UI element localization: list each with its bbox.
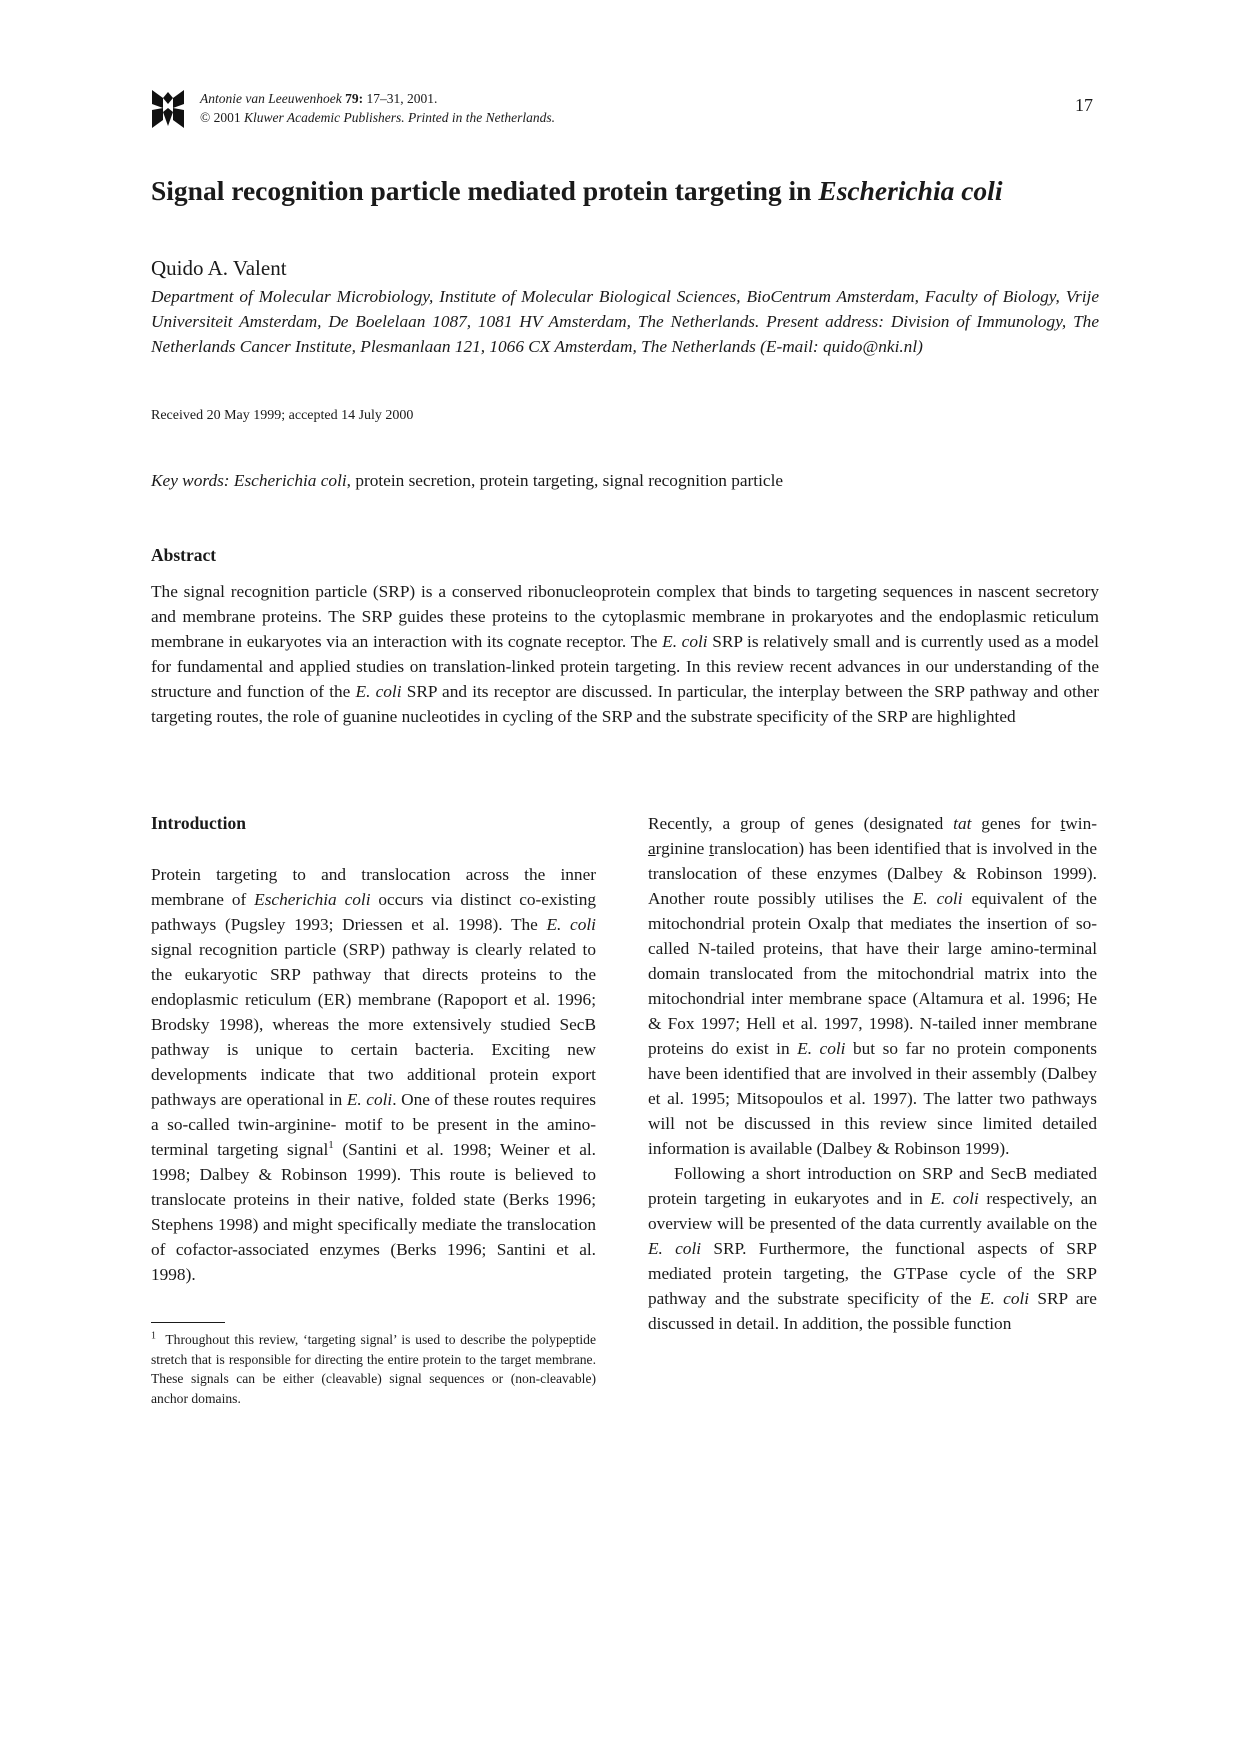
paper-title <box>151 173 1111 209</box>
publisher-logo-icon <box>150 88 186 130</box>
gene-name-italic: tat <box>953 814 972 833</box>
text-run: (Santini et al. 1998; Weiner et al. 1998; Dalbey & Robinson 1999). This route is believed to translocate proteins in their native, folded state (Berks 1996; Stephens 1998) and might specifically mediate the translocation of cofactor-associated enzymes (Berks 1996; Santini et al. 1998). <box>151 1140 596 1284</box>
intro-paragraph-3 <box>648 1161 1097 1336</box>
author-name: Quido A. Valent <box>151 256 287 280</box>
text-run: . One of these routes requires a so-called twin-arginine- motif to be present in the amino-terminal targeting signal <box>151 1090 596 1159</box>
organism-italic: E. coli <box>346 1090 393 1109</box>
organism-italic: E. coli <box>979 1289 1030 1308</box>
abstract-part-2: SRP is relatively small and is currently used as a model for fundamental and applied studies on translation-linked protein targeting. In this review recent advances in our understanding of the structure and function of the <box>151 632 1099 701</box>
introduction-heading: Introduction <box>151 813 246 833</box>
organism-italic: E. coli <box>930 1189 979 1208</box>
organism-italic: E. coli <box>797 1039 846 1058</box>
publisher-name: Kluwer Academic Publishers. <box>244 110 405 125</box>
author-affiliation: Department of Molecular Microbiology, Institute of Molecular Biological Sciences, BioCentrum Amsterdam, Faculty of Biology, Vrije Universiteit Amsterdam, De Boelelaan 1087, 1081 HV Amsterdam, The Netherlands. Present address: Division of Immunology, The Netherlands Cancer Institute, Plesmanlaan 121, 1066 CX Amsterdam, The Netherlands (E-mail: quido@nki.nl) <box>151 287 1099 356</box>
text-run: Recently, a group of genes (designated <box>648 814 944 833</box>
organism-italic: E. coli <box>912 889 963 908</box>
abstract-organism-2: E. coli <box>355 682 402 701</box>
title-main: Signal recognition particle mediated protein targeting in <box>151 175 812 206</box>
abstract-heading: Abstract <box>151 545 217 565</box>
abstract-part-1: The signal recognition particle (SRP) is a conserved ribonucleoprotein complex that binds to targeting sequences in nascent secretory and membrane proteins. The SRP guides these proteins to the cytoplasmic membrane in prokaryotes and the endoplasmic reticulum membrane in eukaryotes via an interaction with its cognate receptor. The <box>151 582 1099 651</box>
abstract-part-3: SRP and its receptor are discussed. In particular, the interplay between the SRP pathway and other targeting routes, the role of guanine nucleotides in cycling of the SRP and the substrate specificity of the SRP are highlighted <box>151 682 1099 726</box>
text-run: ranslocation) has been identified that is involved in the translocation of these enzymes (Dalbey & Robinson 1999). Another route possibly utilises the <box>648 839 1097 908</box>
footnote-mark: 1 <box>151 1330 156 1342</box>
text-run: occurs via distinct co-existing pathways (Pugsley 1993; Driessen et al. 1998). The <box>151 890 596 934</box>
text-run: equivalent of the mitochondrial protein Oxalp that mediates the insertion of so-called N-tailed proteins, that have their large amino-terminal domain translocated from the mitochondrial matrix into the mitochondrial inter membrane space (Altamura et al. 1996; He & Fox 1997; Hell et al. 1997, 1998). N-tailed inner membrane proteins do exist in <box>648 889 1097 1058</box>
text-run: Following a short introduction on SRP and SecB mediated protein targeting in eukaryotes and in <box>648 1164 1097 1208</box>
text-run: Protein targeting to and translocation across the inner membrane of <box>151 865 596 909</box>
footnote-text: Throughout this review, ‘targeting signal’ is used to describe the polypeptide stretch that is responsible for directing the entire protein to the target membrane. These signals can be either (cleavable) signal sequences or (non-cleavable) anchor domains. <box>151 1332 596 1406</box>
intro-paragraph-1 <box>151 862 596 1287</box>
abstract-text <box>151 579 1099 729</box>
page-number: 17 <box>1075 95 1093 115</box>
text-run: signal recognition particle (SRP) pathway is clearly related to the eukaryotic SRP pathway that directs proteins to the endoplasmic reticulum (ER) membrane (Rapoport et al. 1996; Brodsky 1998), whereas the more extensively studied SecB pathway is unique to certain bacteria. Exciting new developments indicate that two additional protein export pathways are operational in <box>151 940 596 1109</box>
text-run: genes for <box>981 814 1051 833</box>
keywords-organism: Escherichia coli <box>233 471 347 490</box>
journal-line-2 <box>200 108 555 127</box>
journal-line-1 <box>200 89 555 108</box>
footnote-rule <box>151 1322 225 1323</box>
right-column <box>648 811 1097 1336</box>
organism-italic: E. coli <box>546 915 596 934</box>
text-run: win- <box>1065 814 1097 833</box>
received-dates: Received 20 May 1999; accepted 14 July 2000 <box>151 408 414 423</box>
keywords-label: Key words: <box>151 471 230 490</box>
journal-volume: 79: <box>345 91 364 106</box>
journal-pages: 17–31, 2001. <box>366 91 438 106</box>
abstract-organism-1: E. coli <box>662 632 708 651</box>
journal-citation <box>200 89 555 127</box>
text-run: rginine <box>655 839 705 858</box>
journal-name: Antonie van Leeuwenhoek <box>200 91 342 106</box>
footnote-reference[interactable]: 1 <box>328 1139 334 1152</box>
organism-italic: E. coli <box>648 1239 702 1258</box>
underlined-letter: a <box>648 839 656 858</box>
footnote <box>151 1330 596 1408</box>
keywords <box>151 468 1099 493</box>
printed-note: Printed in the Netherlands. <box>408 110 555 125</box>
text-run: but so far no protein components have been identified that are involved in their assembly (Dalbey et al. 1995; Mitsopoulos et al. 1997). The latter two pathways will not be discussed in this review since limited detailed information is available (Dalbey & Robinson 1999). <box>648 1039 1097 1158</box>
title-organism: Escherichia coli <box>818 175 1003 206</box>
text-run: SRP. Furthermore, the functional aspects of SRP mediated protein targeting, the GTPase cycle of the SRP pathway and the substrate specificity of the <box>648 1239 1097 1308</box>
underlined-letter: t <box>1060 814 1066 833</box>
keywords-list: , protein secretion, protein targeting, signal recognition particle <box>346 471 784 490</box>
text-run: SRP are discussed in detail. In addition, the possible function <box>648 1289 1097 1333</box>
text-run: respectively, an overview will be presented of the data currently available on the <box>648 1189 1097 1233</box>
underlined-letter: t <box>709 839 714 858</box>
intro-paragraph-2 <box>648 811 1097 1161</box>
left-column <box>151 862 596 1287</box>
copyright-symbol: © <box>200 110 211 125</box>
organism-italic: Escherichia coli <box>254 890 371 909</box>
copyright-year: 2001 <box>213 110 241 125</box>
